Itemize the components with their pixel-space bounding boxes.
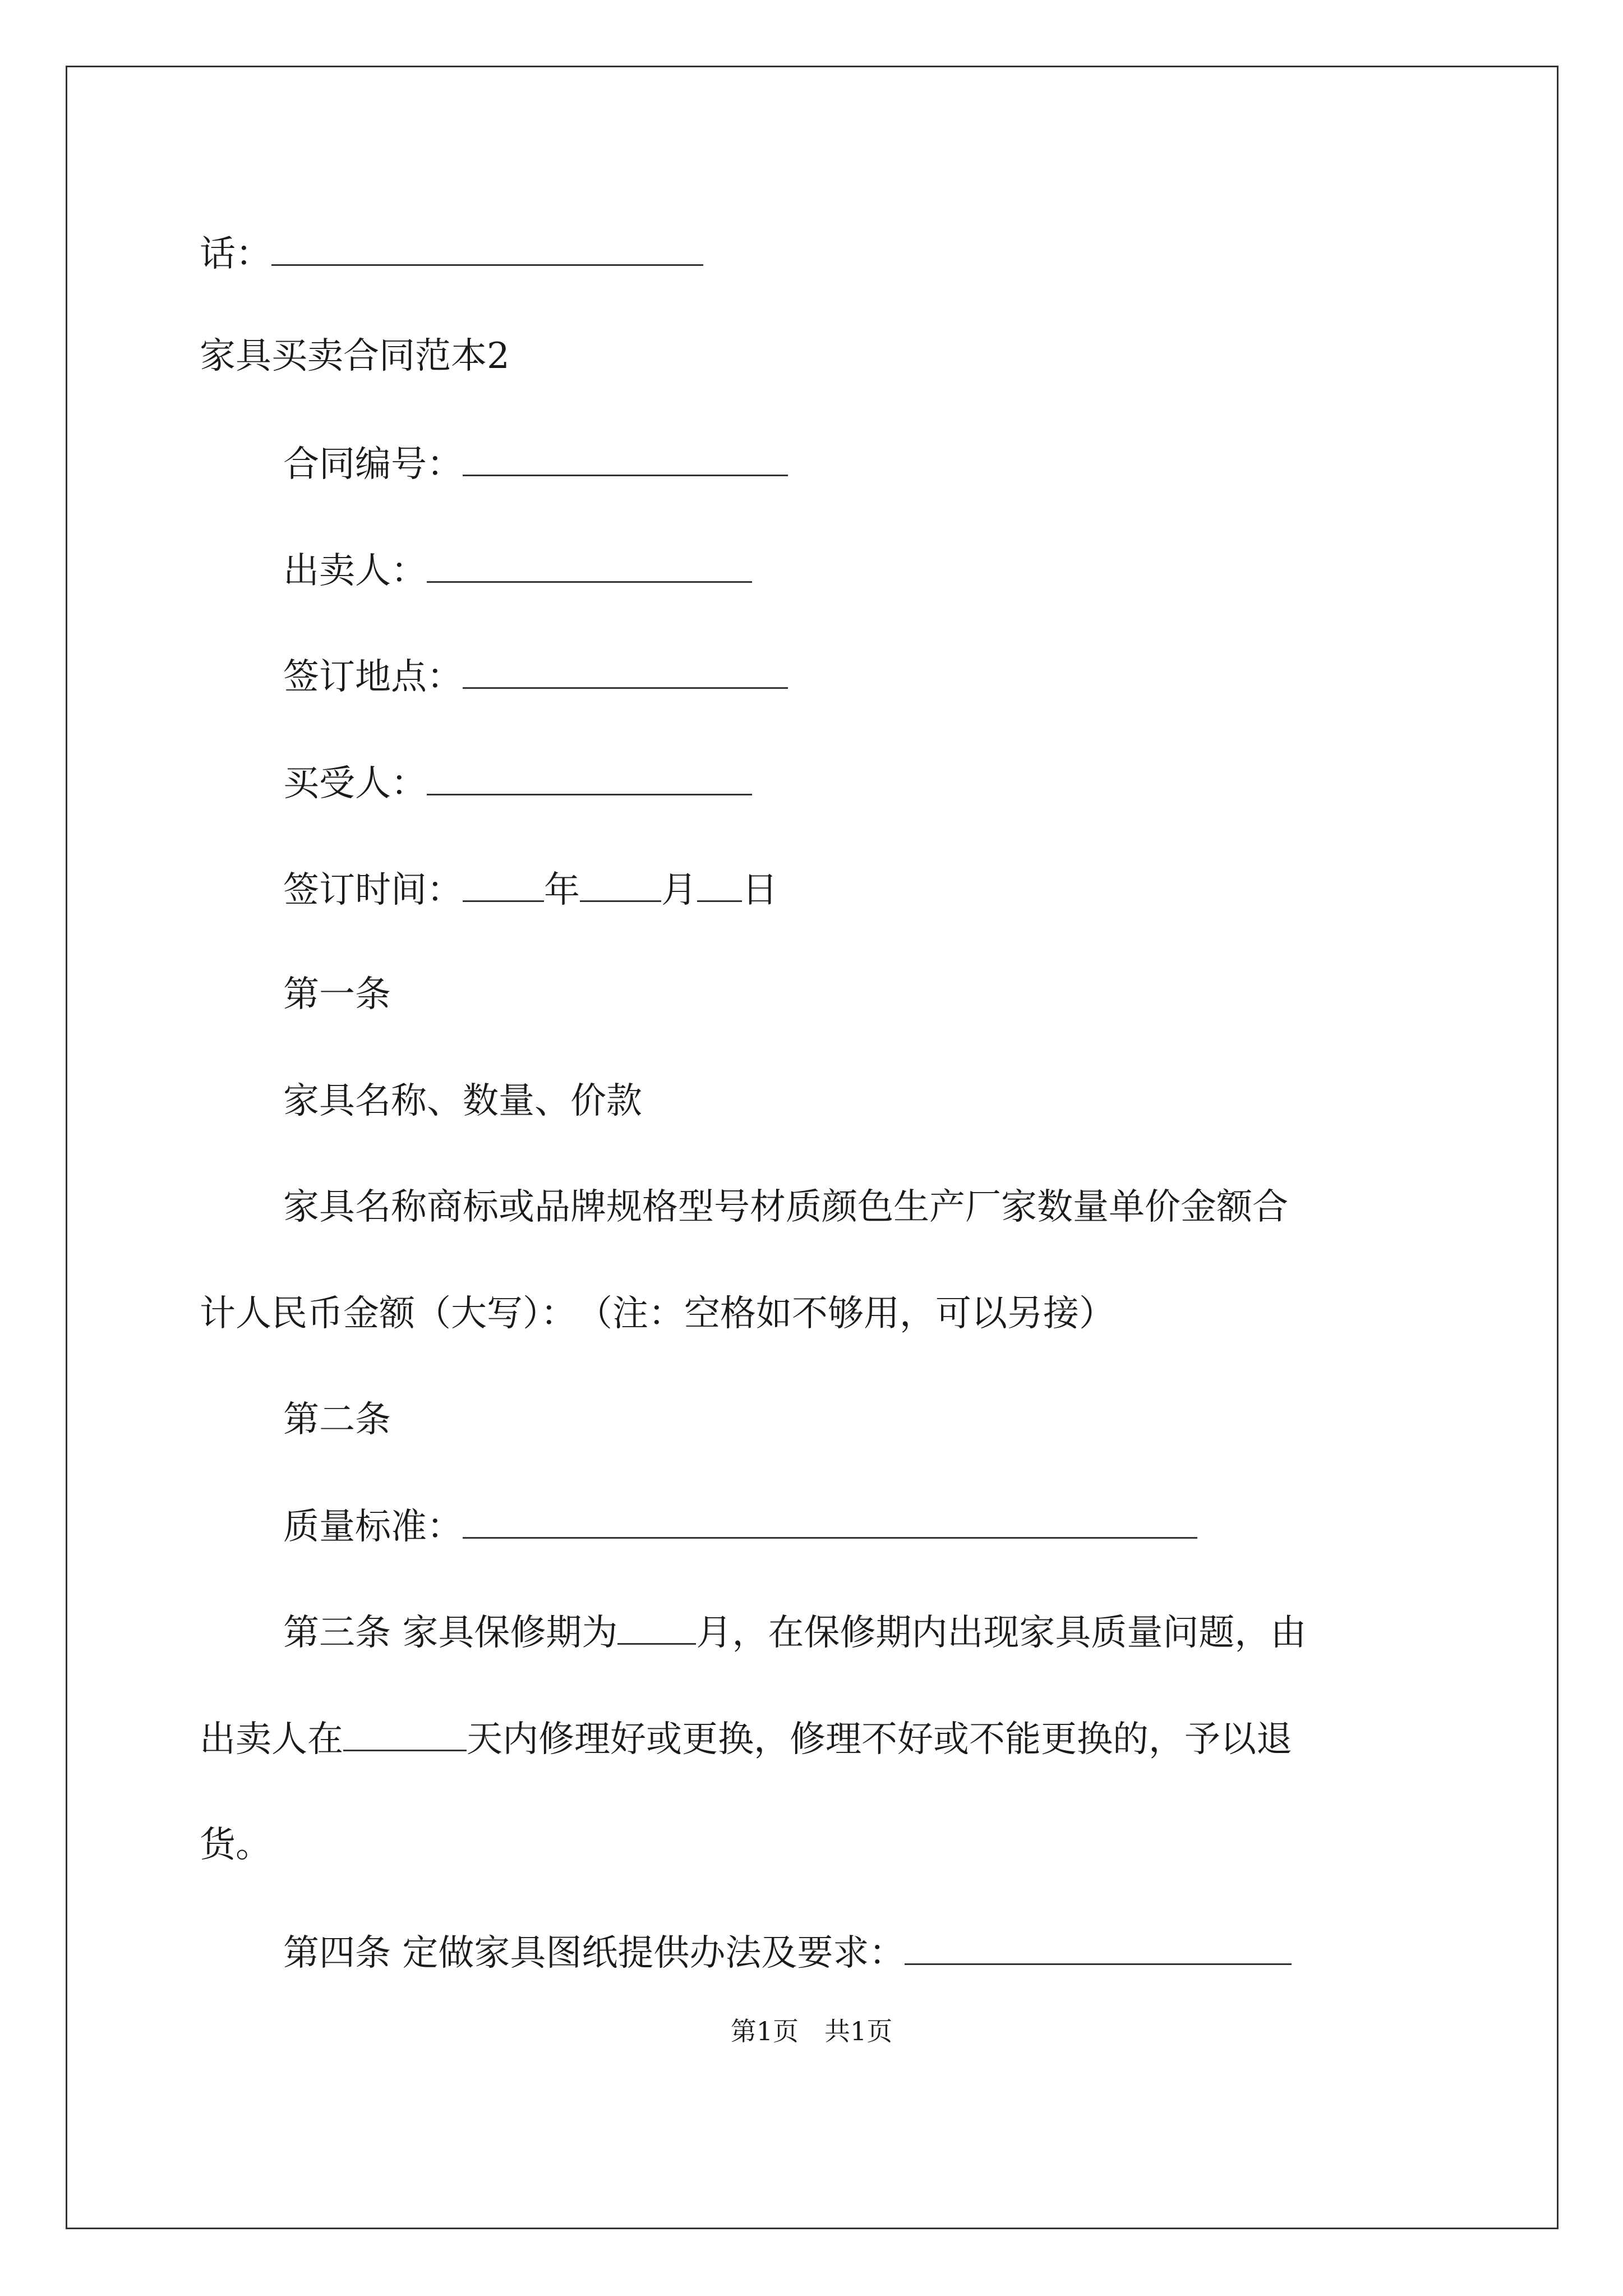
phone-label: 话：	[200, 233, 271, 275]
table-columns-text: 家具名称商标或品牌规格型号材质颜色生产厂家数量单价金额合	[283, 1186, 1288, 1228]
drawing-requirements-blank[interactable]	[905, 1934, 1292, 1965]
article-3-suffix: 月，在保修期内出现家具质量问题，由	[696, 1612, 1307, 1654]
article-3-prefix: 第三条 家具保修期为	[283, 1612, 618, 1654]
sign-place-line	[283, 656, 788, 698]
article-1-title: 家具名称、数量、价款	[283, 1080, 642, 1122]
article-1-heading: 第一条	[283, 974, 391, 1015]
year-label: 年	[544, 869, 580, 911]
article-4-label: 第四条 定做家具图纸提供办法及要求：	[283, 1932, 905, 1974]
sign-time-line	[283, 869, 778, 911]
day-label: 日	[742, 869, 778, 911]
contract-number-blank[interactable]	[463, 445, 788, 476]
warranty-months-blank[interactable]	[617, 1614, 696, 1645]
table-total-text: 计人民币金额（大写）： （注：空格如不够用，可以另接）	[200, 1293, 1115, 1335]
quality-standard-label: 质量标准：	[283, 1506, 463, 1548]
article-3-line-2-suffix: 天内修理好或更换，修理不好或不能更换的，予以退	[467, 1719, 1292, 1760]
seller-label: 出卖人：	[283, 550, 427, 592]
buyer-blank[interactable]	[427, 765, 752, 795]
year-blank[interactable]	[463, 871, 544, 902]
day-blank[interactable]	[697, 871, 742, 902]
repair-days-blank[interactable]	[343, 1720, 467, 1751]
quality-standard-blank[interactable]	[463, 1508, 1197, 1539]
document-title: 家具买卖合同范本2	[200, 335, 510, 377]
contract-number-label: 合同编号：	[283, 444, 463, 485]
sign-place-label: 签订地点：	[283, 656, 463, 698]
month-label: 月	[661, 869, 697, 911]
page-footer: 第1页 共1页	[730, 2016, 893, 2046]
buyer-label: 买受人：	[283, 763, 427, 804]
quality-standard-line	[283, 1506, 1197, 1548]
sign-time-label: 签订时间：	[283, 869, 463, 911]
sign-place-blank[interactable]	[463, 658, 788, 689]
article-3-line-3: 货。	[200, 1824, 271, 1866]
article-3-line-2-prefix: 出卖人在	[200, 1719, 343, 1760]
buyer-line	[283, 763, 752, 804]
article-2-heading: 第二条	[283, 1399, 391, 1441]
article-3-line-1	[283, 1612, 1307, 1654]
seller-line	[283, 550, 752, 592]
article-4-line	[283, 1932, 1292, 1974]
phone-line	[200, 233, 703, 275]
seller-blank[interactable]	[427, 552, 752, 583]
contract-number-line	[283, 444, 788, 485]
page-border	[66, 66, 1559, 2229]
month-blank[interactable]	[580, 871, 661, 902]
article-3-line-2	[200, 1719, 1292, 1760]
phone-blank[interactable]	[271, 235, 703, 266]
